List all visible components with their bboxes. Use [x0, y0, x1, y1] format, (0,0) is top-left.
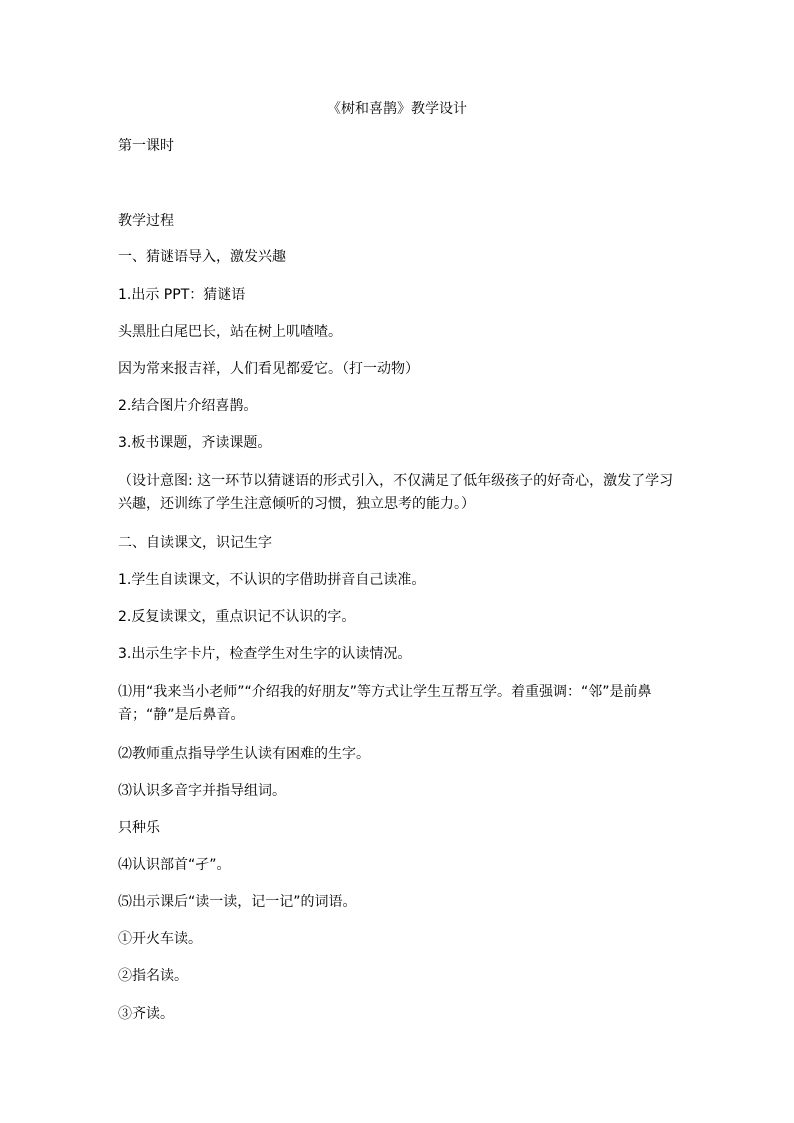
paragraph-riddle-line-1: 头黑肚白尾巴长，站在树上叽喳喳。 — [118, 324, 342, 340]
paragraph-riddle-line-2: 因为常来报吉祥，人们看见都爱它。（打一动物） — [118, 361, 419, 377]
paragraph-item-3: ③齐读。 — [118, 1006, 174, 1022]
paragraph-step-1: 1.出示 PPT：猜谜语 — [118, 287, 246, 303]
paragraph-lesson: 第一课时 — [118, 138, 174, 154]
paragraph-sub-5: ⑸出示课后“读一读，记一记”的词语。 — [118, 894, 357, 910]
paragraph-step-2: 2.结合图片介绍喜鹊。 — [118, 398, 258, 414]
paragraph-sub-3: ⑶认识多音字并指导组词。 — [118, 783, 286, 799]
paragraph-sub-2: ⑵教师重点指导学生认读有困难的生字。 — [118, 746, 370, 762]
paragraph-sub-4: ⑷认识部首“孑”。 — [118, 857, 231, 873]
paragraph-item-2: ②指名读。 — [118, 968, 188, 984]
paragraph-item-1: ①开火车读。 — [118, 931, 202, 947]
paragraph-section-1: 一、猜谜语导入，激发兴趣 — [118, 249, 286, 265]
paragraph-step-3: 3.板书课题，齐读课题。 — [118, 435, 272, 451]
paragraph-section-2: 二、自读课文，识记生字 — [118, 535, 272, 551]
paragraph-sub-1: ⑴用“我来当小老师”“介绍我的好朋友”等方式让学生互帮互学。着重强调：“邻”是前鼻音；“静”是后鼻音。 — [118, 684, 652, 723]
paragraph-read-1: 1.学生自读课文，不认识的字借助拼音自己读准。 — [118, 572, 426, 588]
paragraph-heading-process: 教学过程 — [118, 213, 174, 229]
paragraph-polyphone-chars: 只种乐 — [118, 820, 160, 836]
document-title: 《树和喜鹊》教学设计 — [327, 101, 467, 117]
paragraph-read-2: 2.反复读课文，重点识记不认识的字。 — [118, 609, 356, 625]
paragraph-design-intent: （设计意图: 这一环节以猜谜语的形式引入，不仅满足了低年级孩子的好奇心，激发了学习兴趣，还训练了学生注意倾听的习惯，独立思考的能力。） — [118, 473, 674, 512]
paragraph-read-3: 3.出示生字卡片，检查学生对生字的认读情况。 — [118, 646, 412, 662]
